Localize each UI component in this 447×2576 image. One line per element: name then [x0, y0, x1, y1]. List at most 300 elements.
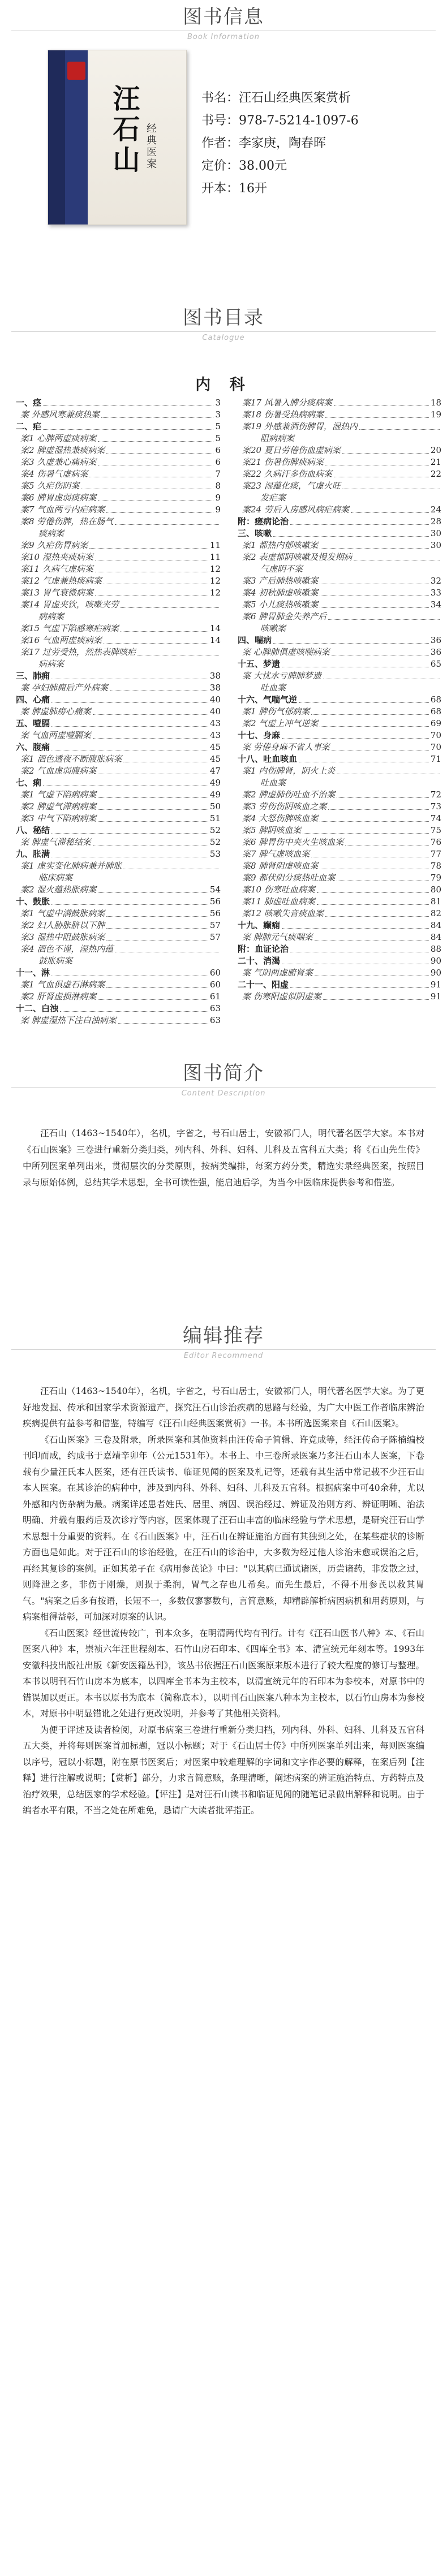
section-subtitle: Book Information: [182, 33, 265, 42]
toc-entry: [16, 813, 221, 825]
toc-entry-title: 案4 酒色不谨，湿热内蕴: [20, 944, 114, 954]
toc-entry: [238, 753, 441, 765]
toc-entry-title: 四、心痛: [16, 694, 50, 705]
toc-entry-title: 案18 伤暑受热病病案: [242, 409, 324, 420]
toc-entry: [238, 955, 441, 967]
toc-entry: [16, 516, 221, 528]
toc-entry-title: 案7 气血两亏内疟病案: [20, 504, 105, 515]
toc-entry: [16, 955, 221, 967]
toc-entry: [16, 943, 221, 955]
toc-page-number: 33: [430, 588, 441, 598]
toc-entry: [238, 706, 441, 718]
section-title: 图书简介: [183, 1062, 264, 1085]
toc-leader: [51, 726, 208, 727]
toc-page-number: 70: [430, 742, 441, 752]
toc-leader: [320, 548, 429, 549]
toc-entry-title: 案12 气虚兼热痰病案: [20, 576, 102, 586]
toc-entry-title: 十六、气喘气逆: [238, 694, 298, 705]
toc-page-number: 32: [430, 576, 441, 586]
toc-entry-title: 案15 气虚下陷感寒疟病案: [20, 623, 119, 633]
toc-page-number: 9: [215, 493, 221, 503]
toc-page-number: 76: [430, 837, 441, 847]
toc-entry: [16, 1015, 221, 1026]
toc-entry-title: 案 孕妇肺痈后产外病案: [20, 683, 108, 693]
toc-entry-title: 二十一、阳虚: [238, 980, 289, 990]
toc-leader: [106, 512, 213, 513]
toc-entry-title: 痰病案: [38, 528, 65, 538]
toc-entry-title: 案5 小儿痰热咳嗽案: [242, 599, 319, 610]
section-subtitle: Editor Recommend: [178, 1352, 269, 1361]
toc-entry: [16, 433, 221, 445]
toc-entry-title: 案 脾虚肺痨心痛案: [20, 706, 91, 717]
toc-entry-title: 案1 酒色透夜不断腹胀病案: [20, 754, 122, 764]
book-info: [201, 87, 359, 200]
toc-entry: [16, 658, 221, 670]
toc-leader: [104, 643, 208, 644]
toc-page-number: 30: [430, 528, 441, 538]
toc-leader: [328, 619, 440, 620]
toc-entry: [16, 670, 221, 682]
toc-entry: [16, 920, 221, 931]
toc-leader: [273, 643, 429, 644]
toc-leader: [337, 797, 429, 798]
toc-page-number: 78: [430, 861, 441, 871]
toc-entry-title: 十、鼓胀: [16, 896, 50, 907]
toc-entry: [16, 563, 221, 575]
toc-entry: [238, 433, 441, 445]
toc-entry-title: 案17 风暑入脾分痰病案: [242, 398, 332, 408]
toc-entry-title: 案7 脾气虚咳血案: [242, 849, 310, 859]
cover-title: 汪石山: [108, 84, 140, 176]
toc-entry-title: 阻病病案: [260, 433, 295, 443]
toc-entry-title: 案 劳倦身麻不省人事案: [242, 742, 330, 752]
toc-entry: [238, 718, 441, 730]
toc-entry: [238, 789, 441, 801]
toc-entry: [16, 611, 221, 623]
toc-entry-title: 案 脾虚湿热下注白浊病案: [20, 1015, 117, 1025]
toc-entry: [238, 979, 441, 991]
toc-entry-title: 案3 中气下陷痢病案: [20, 813, 97, 823]
toc-page-number: 50: [209, 801, 221, 812]
toc-entry-title: 案8 劳倦伤脾，热在肠气: [20, 516, 114, 527]
toc-entry: [238, 860, 441, 872]
toc-page-number: 54: [209, 884, 221, 895]
toc-entry-title: 案 伤寒阳虚似阴虚案: [242, 991, 321, 1002]
toc-page-number: 28: [430, 516, 441, 527]
toc-page-number: 56: [209, 908, 221, 918]
toc-page-number: 9: [215, 504, 221, 515]
section-header-intro: [0, 1061, 447, 1098]
toc-entry: [16, 397, 221, 409]
toc-entry: [16, 528, 221, 540]
toc-page-number: 88: [430, 944, 441, 954]
toc-entry-title: 案 大忧水亏脾肺梦遗: [242, 671, 321, 681]
toc-entry-title: 十九、癫痫: [238, 920, 281, 930]
toc-entry-title: 附：血证论治: [238, 944, 289, 954]
toc-entry: [238, 646, 441, 658]
toc-page-number: 12: [209, 576, 221, 586]
toc-leader: [93, 738, 208, 739]
toc-entry-title: 案9 久疟伤胃病案: [20, 540, 88, 550]
toc-page-number: 6: [215, 445, 221, 455]
toc-leader: [98, 500, 213, 501]
toc-entry-title: 案11 久病气虚病案: [20, 564, 93, 574]
toc-entry: [16, 860, 221, 872]
toc-leader: [106, 453, 213, 454]
toc-entry: [238, 836, 441, 848]
toc-leader: [317, 892, 429, 893]
toc-entry: [238, 872, 441, 884]
toc-entry-title: 案11 肺虚吐血病案: [242, 896, 315, 907]
toc-entry: [238, 540, 441, 551]
toc-page-number: 45: [209, 742, 221, 752]
toc-entry: [16, 445, 221, 456]
toc-leader: [115, 524, 219, 525]
toc-entry: [238, 741, 441, 753]
toc-leader: [98, 809, 208, 810]
toc-entry: [16, 575, 221, 587]
toc-page-number: 75: [430, 825, 441, 835]
toc-leader: [98, 441, 213, 442]
toc-entry: [16, 979, 221, 991]
toc-leader: [290, 524, 429, 525]
toc-entry: [238, 908, 441, 920]
toc-entry-title: 案2 脾虚湿热兼痰病案: [20, 445, 105, 455]
toc-page-number: 18: [430, 398, 441, 408]
toc-page-number: 24: [430, 504, 441, 515]
toc-leader: [351, 512, 429, 513]
book-price: 定价：38.00元: [201, 159, 287, 173]
toc-entry: [238, 730, 441, 741]
toc-entry-title: 案1 气虚中满鼓胀病案: [20, 908, 105, 918]
toc-leader: [106, 987, 208, 988]
toc-entry: [238, 658, 441, 670]
toc-page-number: 63: [209, 1003, 221, 1013]
toc-entry: [238, 670, 441, 682]
toc-entry: [16, 908, 221, 920]
toc-entry: [238, 848, 441, 860]
toc-entry-title: 案2 表虚郁阴咳嗽及慢发期病: [242, 552, 353, 562]
toc-entry: [16, 836, 221, 848]
toc-entry-title: 二十、消渴: [238, 956, 281, 966]
toc-entry: [16, 896, 221, 908]
toc-page-number: 90: [430, 968, 441, 978]
toc-page-number: 72: [430, 789, 441, 800]
toc-leader: [98, 892, 208, 893]
toc-entry: [238, 528, 441, 540]
toc-page-number: 43: [209, 730, 221, 740]
toc-entry-title: 气虚阴不案: [260, 564, 303, 574]
toc-entry-title: 病病案: [38, 611, 65, 622]
toc-page-number: 5: [215, 421, 221, 432]
toc-page-number: 56: [209, 896, 221, 907]
toc-leader: [317, 904, 429, 905]
toc-leader: [43, 405, 213, 406]
toc-entry: [238, 943, 441, 955]
toc-entry: [238, 587, 441, 599]
toc-entry: [16, 409, 221, 421]
toc-column-right: [238, 397, 441, 1003]
toc-entry-title: 案 脾肺元气痰喘案: [242, 932, 313, 942]
toc-page-number: 57: [209, 932, 221, 942]
toc-entry: [16, 646, 221, 658]
toc-entry: [238, 563, 441, 575]
toc-entry-title: 二、疟: [16, 421, 42, 432]
toc-entry-title: 案2 湿火蕴热胀病案: [20, 884, 97, 895]
toc-entry: [238, 551, 441, 563]
toc-entry-title: 案20 夏日劳倦伤血虚病案: [242, 445, 341, 455]
toc-entry: [238, 468, 441, 480]
toc-heading: 内 科: [195, 376, 252, 394]
toc-page-number: 14: [209, 623, 221, 633]
toc-entry-title: 案1 虚实变化肺病兼并肺胀: [20, 861, 122, 871]
section-header-catalogue: [0, 305, 447, 343]
toc-entry-title: 案 外感风寒兼痰热案: [20, 409, 100, 420]
toc-page-number: 90: [430, 956, 441, 966]
toc-entry: [238, 920, 441, 931]
toc-page-number: 79: [430, 873, 441, 883]
toc-entry-title: 案6 脾胃肺金失养产后: [242, 611, 327, 622]
toc-page-number: 82: [430, 908, 441, 918]
toc-entry-title: 案5 脾阴咳血案: [242, 825, 302, 835]
toc-entry-title: 案1 气血俱虚石淋病案: [20, 980, 105, 990]
toc-entry-title: 三、肺痈: [16, 671, 50, 681]
toc-entry: [238, 575, 441, 587]
toc-page-number: 68: [430, 694, 441, 705]
toc-entry: [16, 884, 221, 896]
toc-entry-title: 案3 劳伤伤阴咳血之案: [242, 801, 327, 812]
toc-entry: [238, 456, 441, 468]
toc-entry-title: 案 心脾肺俱虚咳喘病案: [242, 647, 330, 657]
toc-entry-title: 八、秘结: [16, 825, 50, 835]
toc-leader: [106, 928, 208, 929]
toc-page-number: 60: [209, 980, 221, 990]
toc-leader: [60, 1011, 208, 1012]
toc-page-number: 53: [209, 849, 221, 859]
toc-entry-title: 案 气阴两虚腑肾案: [242, 968, 313, 978]
toc-entry-title: 案3 湿热中阻鼓胀病案: [20, 932, 105, 942]
toc-entry-title: 十五、梦遗: [238, 659, 281, 669]
toc-leader: [101, 417, 214, 418]
toc-leader: [323, 999, 429, 1000]
toc-entry-title: 案8 肺肾阴虚咳血案: [242, 861, 319, 871]
toc-page-number: 19: [430, 409, 441, 420]
toc-entry: [16, 765, 221, 777]
toc-entry: [238, 516, 441, 528]
toc-entry: [16, 730, 221, 741]
toc-entry-title: 三、咳嗽: [238, 528, 272, 538]
toc-entry-title: 案6 脾胃虚弱痰病案: [20, 493, 97, 503]
section-subtitle: Content Description: [176, 1089, 272, 1098]
toc-page-number: 40: [209, 706, 221, 717]
toc-entry-title: 鼓胀病案: [38, 956, 73, 966]
recommend-paragraph: 汪石山（1463~1540年），名机，字省之，号石山居士，安徽祁门人，明代著名医学大家。为了更好地发掘、传承和国家学术资源遗产，探究汪石山诊治疾病的思路与经验，为广大中医工作者临床辨治疾病提供有益参考和借鉴，特编写《汪石山经典医案赏析》一书。本书所选医案来自《石山医案》。: [23, 1386, 424, 1429]
toc-entry: [16, 777, 221, 789]
toc-entry: [238, 991, 441, 1003]
toc-entry: [16, 741, 221, 753]
toc-entry: [16, 551, 221, 563]
toc-leader: [359, 429, 440, 430]
toc-page-number: 73: [430, 801, 441, 812]
toc-entry-title: 一、痉: [16, 398, 42, 408]
publisher-logo-icon: [67, 62, 85, 80]
toc-entry-title: 九、胀满: [16, 849, 50, 859]
toc-entry: [238, 397, 441, 409]
toc-page-number: 6: [215, 457, 221, 467]
toc-page-number: 63: [209, 1015, 221, 1025]
toc-entry-title: 案12 咳嗽失音痰血案: [242, 908, 324, 918]
intro-text: 汪石山（1463~1540年），名机，字省之，号石山居士，安徽祁门人，明代著名医学大家。本书对《石山医案》三卷进行重新分类归类，列内科、外科、妇科、儿科及五官科五大类；将《石山先生传》中所列医案单列出来，贯彻层次的分类原则，按病类编排，每案方药分类，精选实录经典医案，按照目录与原始体例，总结其学术思想，全书可读性强，能启迪后学，为当今中医临床提供参考和借鉴。: [23, 1128, 424, 1188]
toc-entry-title: 案2 气虚上冲气逆案: [242, 718, 319, 728]
toc-entry: [238, 825, 441, 836]
toc-entry: [238, 445, 441, 456]
toc-entry: [16, 706, 221, 718]
toc-entry: [16, 825, 221, 836]
toc-entry-title: 案5 久疟伤阴案: [20, 481, 80, 491]
toc-page-number: 57: [209, 920, 221, 930]
toc-entry: [238, 884, 441, 896]
toc-leader: [98, 821, 208, 822]
toc-entry-title: 案1 脾伤气郁病案: [242, 706, 310, 717]
toc-leader: [325, 916, 429, 917]
toc-entry-title: 十七、身麻: [238, 730, 281, 740]
toc-page-number: 70: [430, 730, 441, 740]
toc-page-number: 12: [209, 564, 221, 574]
section-subtitle: Catalogue: [196, 334, 250, 343]
book-isbn: 书号：978-7-5214-1097-6: [201, 114, 359, 128]
toc-entry-title: 六、腹痛: [16, 742, 50, 752]
toc-leader: [273, 536, 429, 537]
toc-leader: [51, 702, 208, 703]
toc-page-number: 84: [430, 932, 441, 942]
toc-entry-title: 案1 都热内郁咳嗽案: [242, 540, 319, 550]
toc-entry-title: 案1 心脾两虚痰病案: [20, 433, 97, 443]
toc-page-number: 77: [430, 849, 441, 859]
toc-leader: [325, 417, 429, 418]
toc-page-number: 11: [209, 540, 221, 550]
toc-leader: [311, 714, 429, 715]
toc-entry: [238, 611, 441, 623]
toc-leader: [320, 821, 429, 822]
toc-entry-title: 案2 脾虚气滞痢病案: [20, 801, 97, 812]
toc-entry-title: 案9 都伏阴分痰热吐血案: [242, 873, 336, 883]
toc-entry: [16, 753, 221, 765]
toc-page-number: 69: [430, 718, 441, 728]
toc-entry: [238, 599, 441, 611]
section-header-info: [0, 5, 447, 42]
recommend-paragraph: 为便于评述及读者检阅，对原书病案三卷进行重新分类归档，列内科、外科、妇科、儿科及五官科五大类，并将每则医案首加标题，冠以小标题；对于《石山居士传》中所列医案单列出来，每则医案编以序号，冠以小标题，附在原书医案后；对医案中较难理解的字词和文字作必要的解释，在案后列【注释】进行注解或说明；【赏析】部分，力求言简意赅，条理清晰，阐述病案的辨证施治特点、方药特点及治疗效果，总结医家的学术经验。【评注】是对汪石山读书和临证见闻的随笔记录做出解释和说明。由于编者水平有限，不当之处在所难免，恳请广大读者批评指正。: [23, 1724, 424, 1815]
toc-entry: [16, 587, 221, 599]
toc-entry: [16, 635, 221, 646]
toc-entry: [16, 872, 221, 884]
toc-entry-title: 七、痢: [16, 778, 42, 788]
toc-page-number: 3: [215, 409, 221, 420]
toc-leader: [282, 928, 429, 929]
toc-entry: [16, 694, 221, 706]
toc-leader: [51, 904, 208, 905]
toc-entry: [238, 694, 441, 706]
toc-page-number: 91: [430, 980, 441, 990]
toc-entry-title: 十一、淋: [16, 968, 50, 978]
toc-entry-title: 十八、吐血咳血: [238, 754, 298, 764]
toc-column-left: [16, 397, 221, 1026]
toc-page-number: 60: [209, 968, 221, 978]
recommend-text: [23, 1383, 424, 1819]
toc-leader: [290, 987, 429, 988]
toc-leader: [334, 405, 429, 406]
toc-leader: [303, 833, 429, 834]
toc-entry-title: 案1 内伤脾肾，阴火上炎: [242, 766, 336, 776]
toc-entry: [16, 421, 221, 433]
toc-entry: [238, 896, 441, 908]
toc-page-number: 22: [430, 469, 441, 479]
toc-entry: [238, 492, 441, 504]
toc-entry: [238, 765, 441, 777]
toc-page-number: 68: [430, 706, 441, 717]
toc-entry-title: 案23 湿蕴化痰，气虚火旺: [242, 481, 341, 491]
toc-page-number: 21: [430, 457, 441, 467]
toc-entry-title: 案14 胃虚夹饮，咳嗽夹劳: [20, 599, 119, 610]
book-cover: [48, 50, 187, 225]
toc-entry: [16, 801, 221, 813]
toc-page-number: 12: [209, 588, 221, 598]
toc-entry: [238, 967, 441, 979]
toc-entry-title: 案2 气血虚弱腹病案: [20, 766, 97, 776]
toc-entry-title: 案17 过劳受热，然热表脾咳疟: [20, 647, 136, 657]
toc-page-number: 91: [430, 991, 441, 1002]
toc-leader: [98, 999, 208, 1000]
toc-entry: [16, 848, 221, 860]
book-author: 作者：李家庚，陶春晖: [201, 136, 326, 150]
toc-leader: [121, 631, 208, 632]
toc-entry: [16, 931, 221, 943]
toc-entry-title: 案22 久病汗多伤血病案: [242, 469, 332, 479]
toc-entry: [16, 480, 221, 492]
toc-page-number: 5: [215, 433, 221, 443]
toc-entry: [16, 789, 221, 801]
toc-entry-title: 病病案: [38, 659, 65, 669]
toc-entry-title: 案4 初秋肺虚咳嗽案: [242, 588, 319, 598]
toc-leader: [299, 702, 429, 703]
toc-page-number: 47: [209, 766, 221, 776]
toc-entry-title: 案2 妇人胁胀脐以下肿: [20, 920, 105, 930]
toc-page-number: 80: [430, 884, 441, 895]
toc-entry-title: 案16 气血两虚痰病案: [20, 635, 102, 645]
toc-page-number: 14: [209, 635, 221, 645]
toc-entry: [238, 813, 441, 825]
toc-entry-title: 案2 脾虚肺伤吐血不治案: [242, 789, 336, 800]
toc-page-number: 84: [430, 920, 441, 930]
toc-page-number: 49: [209, 778, 221, 788]
toc-entry: [238, 504, 441, 516]
toc-entry: [16, 540, 221, 551]
toc-leader: [282, 738, 429, 739]
toc-leader: [51, 833, 208, 834]
toc-entry: [16, 468, 221, 480]
book-format: 开本：16开: [201, 182, 267, 196]
toc-entry-title: 案21 伤暑伤脾痰病案: [242, 457, 324, 467]
toc-entry-title: 案3 久虚兼心痛病案: [20, 457, 97, 467]
toc-leader: [121, 607, 219, 608]
toc-entry-title: 案 脾虚气滞秘结案: [20, 837, 91, 847]
toc-entry-title: 吐血案: [260, 683, 286, 693]
toc-entry: [238, 777, 441, 789]
toc-entry: [238, 480, 441, 492]
toc-entry-title: 案10 伤寒吐血病案: [242, 884, 315, 895]
toc-entry: [238, 931, 441, 943]
toc-page-number: 52: [209, 837, 221, 847]
toc-entry-title: 发疟案: [260, 493, 286, 503]
